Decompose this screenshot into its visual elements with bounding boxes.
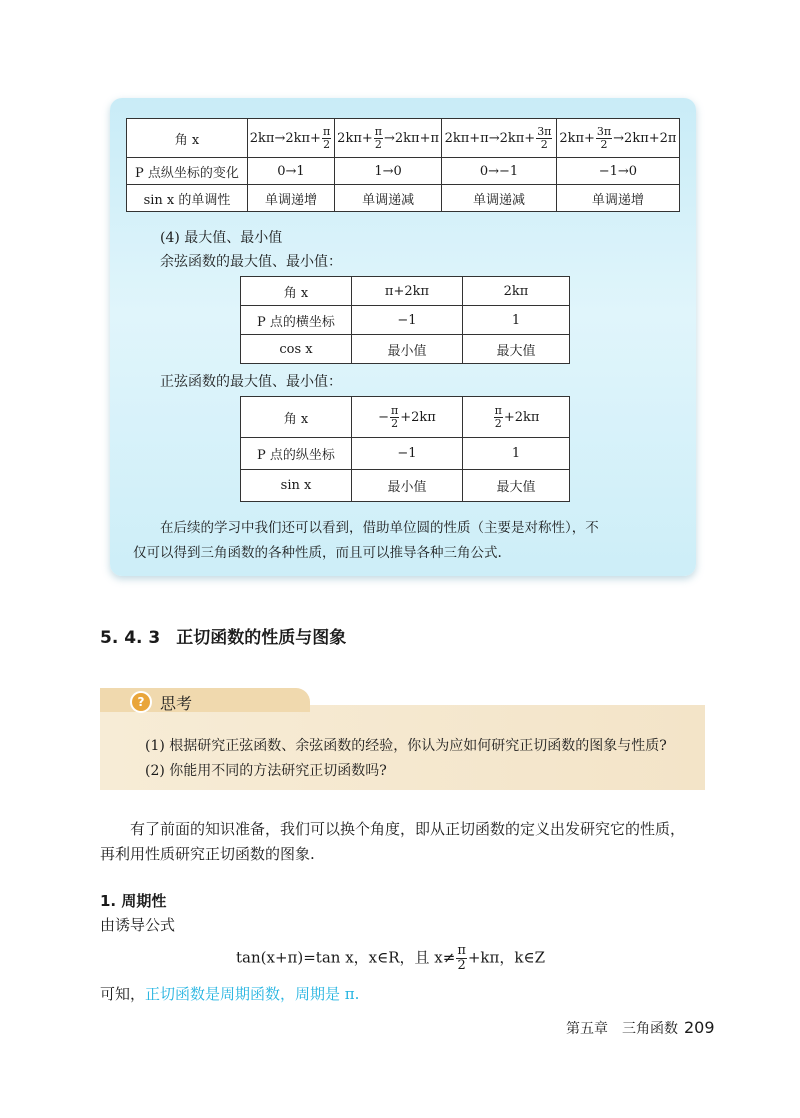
table-header: 角 x (241, 277, 352, 306)
table-cell: 1 (463, 306, 570, 335)
table-cell: 单调递增 (556, 185, 679, 212)
heading-periodicity: 1. 周期性 (100, 892, 167, 910)
intro-line2: 再利用性质研究正切函数的图象. (100, 845, 315, 863)
section-number: 5. 4. 3 (100, 628, 161, 648)
table-cell: 最小值 (352, 470, 463, 502)
box-paragraph-line2: 仅可以得到三角函数的各种性质，而且可以推导各种三角公式. (133, 545, 502, 561)
table-cell: −1→0 (556, 158, 679, 185)
highlighted-conclusion: 正切函数是周期函数，周期是 π. (145, 985, 360, 1003)
question-icon: ? (130, 691, 152, 713)
cos-max-min-table (240, 276, 570, 364)
table-header: 角 x (127, 119, 248, 158)
conclusion: 可知，正切函数是周期函数，周期是 π. (100, 985, 360, 1003)
sin-intro: 正弦函数的最大值、最小值： (160, 374, 342, 390)
think-label: 思考 (160, 694, 193, 713)
interval-cell: 2kπ+ $\frac{3\pi}{2}$ →2kπ+2π (556, 119, 679, 158)
table-cell: 单调递增 (248, 185, 335, 212)
chapter-label: 第五章 三角函数 (566, 1021, 678, 1037)
table-header: sin x 的单调性 (127, 185, 248, 212)
table-cell: 1→0 (334, 158, 441, 185)
table-cell: $\frac{\pi}{2}$ +2kπ (463, 397, 570, 438)
think-question-1: (1) 根据研究正弦函数、余弦函数的经验，你认为应如何研究正切函数的图象与性质? (145, 738, 667, 754)
table-header: sin x (241, 470, 352, 502)
section-title (100, 623, 346, 648)
page-footer (566, 1018, 715, 1038)
box-paragraph-line1: 在后续的学习中我们还可以看到，借助单位圆的性质（主要是对称性），不 (160, 520, 599, 536)
table-header: 角 x (241, 397, 352, 438)
interval-cell: 2kπ→2kπ+ $\frac{\pi}{2}$ (248, 119, 335, 158)
table-header: cos x (241, 335, 352, 364)
table-cell: 2kπ (463, 277, 570, 306)
induce-text: 由诱导公式 (100, 916, 176, 934)
interval-cell: 2kπ+ $\frac{\pi}{2}$ →2kπ+π (334, 119, 441, 158)
table-header: P 点的横坐标 (241, 306, 352, 335)
table-cell: 0→1 (248, 158, 335, 185)
table-cell: − $\frac{\pi}{2}$ +2kπ (352, 397, 463, 438)
think-question-2: (2) 你能用不同的方法研究正切函数吗? (145, 763, 387, 779)
sin-monotonic-table (126, 118, 680, 212)
table-cell: π+2kπ (352, 277, 463, 306)
table-cell: −1 (352, 438, 463, 470)
table-cell: 0→−1 (442, 158, 557, 185)
table-cell: 最大值 (463, 470, 570, 502)
sin-max-min-table (240, 396, 570, 502)
table-cell: 单调递减 (442, 185, 557, 212)
page-number: 209 (684, 1018, 715, 1037)
table-cell: 最小值 (352, 335, 463, 364)
cos-intro: 余弦函数的最大值、最小值： (160, 254, 342, 270)
table-cell: 单调递减 (334, 185, 441, 212)
intro-line1: 有了前面的知识准备，我们可以换个角度，即从正切函数的定义出发研究它的性质， (130, 820, 686, 838)
table-cell: 1 (463, 438, 570, 470)
section-title-text: 正切函数的性质与图象 (176, 628, 347, 648)
table-cell: −1 (352, 306, 463, 335)
interval-cell: 2kπ+π→2kπ+ $\frac{3\pi}{2}$ (442, 119, 557, 158)
table-header: P 点纵坐标的变化 (127, 158, 248, 185)
table-cell: 最大值 (463, 335, 570, 364)
tan-formula: tan(x+π)=tan x，x∈R，且 x≠ $\frac{\pi}{2}$ +kπ，k∈Z (236, 943, 545, 973)
subheading-max-min: (4) 最大值、最小值 (160, 230, 283, 246)
table-header: P 点的纵坐标 (241, 438, 352, 470)
